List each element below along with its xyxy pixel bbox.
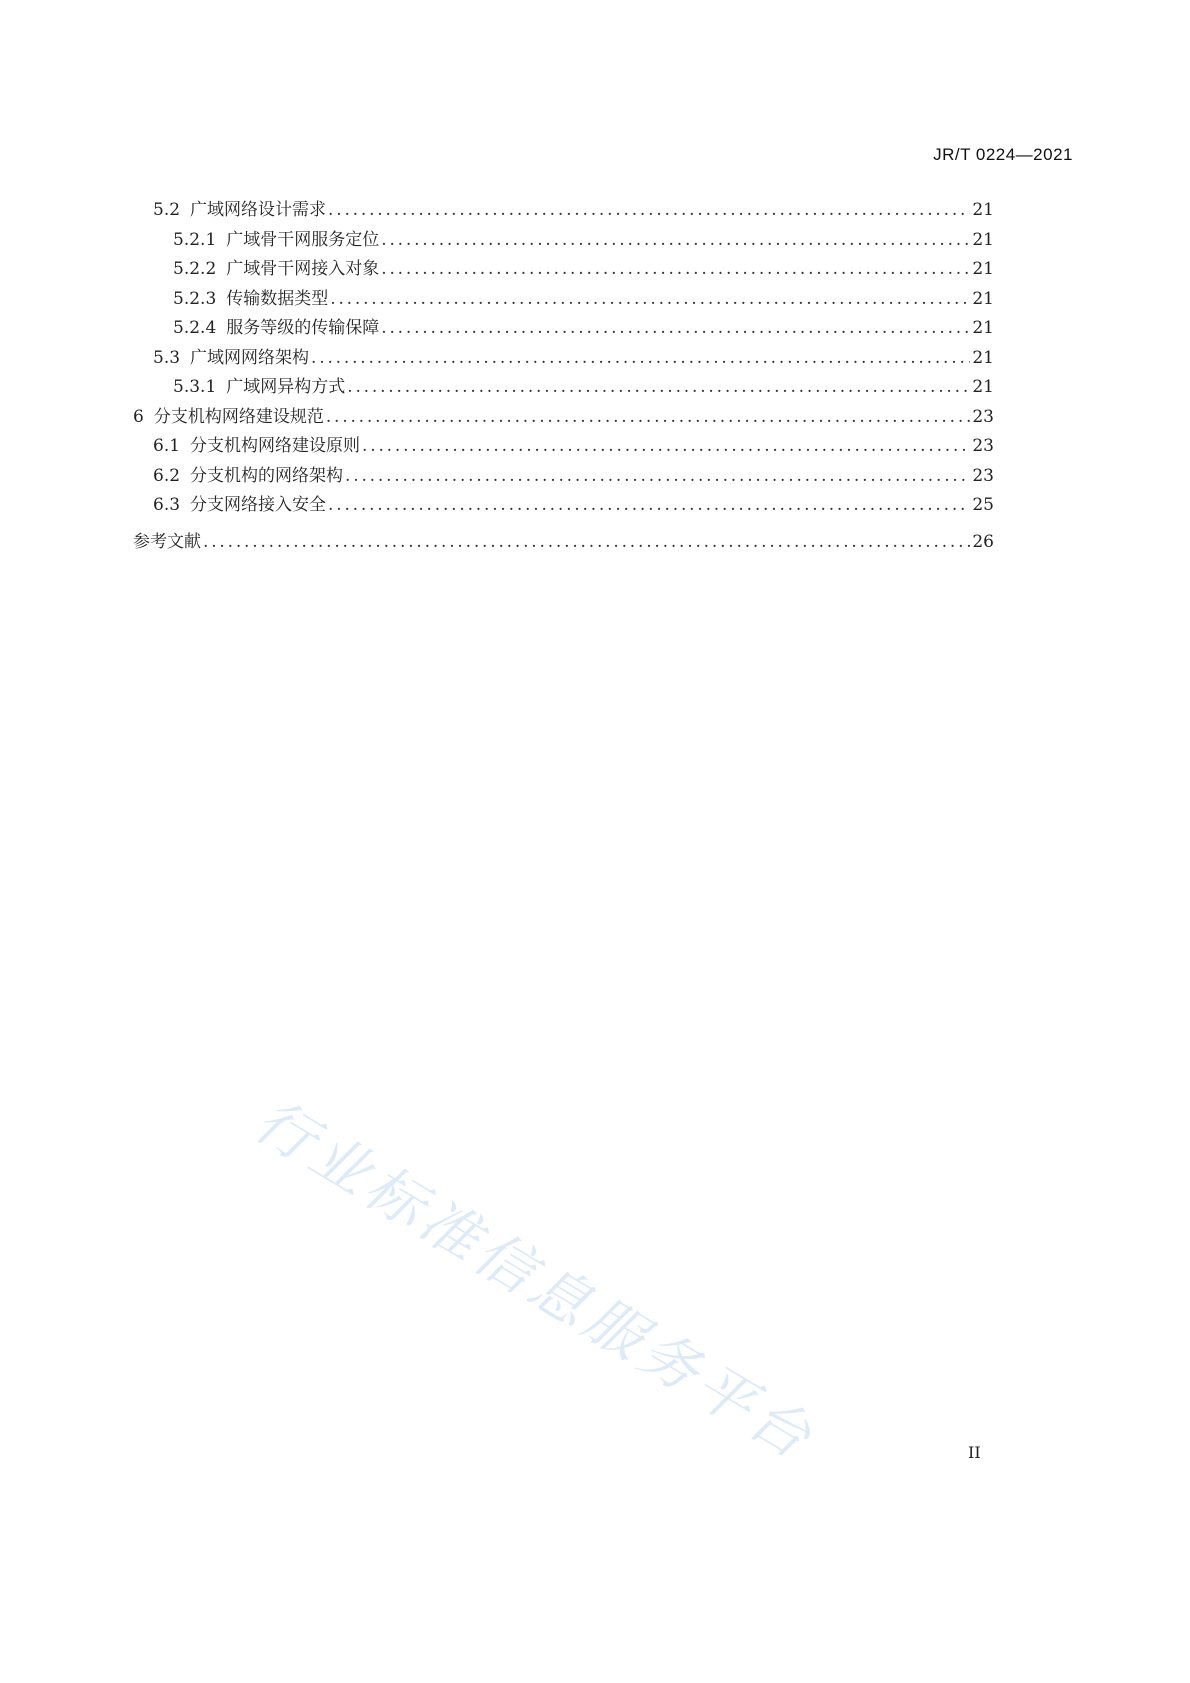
toc-entry-number: 5.2 xyxy=(153,200,181,220)
toc-entry-number: 5.2.3 xyxy=(173,288,217,309)
watermark-text: 行业标准信息服务平台 xyxy=(243,1086,827,1475)
toc-entry-page: 26 xyxy=(972,531,994,552)
toc-entry-page: 21 xyxy=(972,377,994,397)
toc-entry-title: 服务等级的传输保障 xyxy=(226,318,380,338)
toc-dot-leader xyxy=(330,285,970,315)
toc-entry-number: 5.3 xyxy=(153,347,181,368)
toc-entry-6-2[interactable] xyxy=(133,462,994,492)
toc-entry-number: 5.2.2 xyxy=(173,259,217,279)
toc-entry-page: 21 xyxy=(972,288,994,309)
toc-entry-number: 6 xyxy=(133,406,144,427)
toc-entry-5-2-3[interactable] xyxy=(133,285,994,315)
toc-entry-page: 21 xyxy=(972,229,994,250)
toc-dot-leader xyxy=(381,255,970,285)
toc-entry-title: 分支机构网络建设原则 xyxy=(190,436,361,456)
toc-entry-references[interactable] xyxy=(133,528,994,558)
table-of-contents xyxy=(133,196,994,557)
toc-entry-title: 广域网网络架构 xyxy=(190,347,310,368)
toc-entry-number: 6.1 xyxy=(153,436,181,456)
toc-entry-page: 21 xyxy=(972,200,994,220)
toc-entry-5-3-1[interactable] xyxy=(133,373,994,403)
toc-entry-number: 5.3.1 xyxy=(173,377,217,397)
toc-entry-5-3[interactable] xyxy=(133,344,994,374)
toc-entry-page: 23 xyxy=(972,465,994,486)
toc-dot-leader xyxy=(326,403,971,433)
toc-entry-title: 广域骨干网接入对象 xyxy=(226,259,380,279)
toc-entry-title: 广域网络设计需求 xyxy=(190,200,327,220)
toc-entry-page: 21 xyxy=(972,259,994,279)
toc-entry-5-2[interactable] xyxy=(133,196,994,226)
toc-entry-6-1[interactable] xyxy=(133,432,994,462)
toc-entry-title: 传输数据类型 xyxy=(226,288,329,309)
toc-entry-page: 23 xyxy=(972,436,994,456)
toc-entry-number: 6.3 xyxy=(153,495,181,515)
toc-entry-page: 25 xyxy=(972,495,994,515)
toc-entry-6-3[interactable] xyxy=(133,491,994,521)
toc-entry-title: 分支机构的网络架构 xyxy=(190,465,344,486)
toc-dot-leader xyxy=(381,314,970,344)
toc-entry-number: 5.2.1 xyxy=(173,229,217,250)
toc-dot-leader xyxy=(203,528,970,558)
toc-entry-title: 参考文献 xyxy=(133,531,201,552)
toc-dot-leader xyxy=(362,432,970,462)
toc-dot-leader xyxy=(311,344,970,374)
toc-dot-leader xyxy=(381,226,970,256)
toc-entry-title: 分支网络接入安全 xyxy=(190,495,327,515)
toc-entry-5-2-1[interactable] xyxy=(133,226,994,256)
toc-entry-5-2-2[interactable] xyxy=(133,255,994,285)
toc-entry-title: 广域骨干网服务定位 xyxy=(226,229,380,250)
page-number: II xyxy=(968,1443,981,1462)
toc-entry-title: 分支机构网络建设规范 xyxy=(153,406,324,427)
document-id: JR/T 0224—2021 xyxy=(933,145,1073,164)
toc-entry-5-2-4[interactable] xyxy=(133,314,994,344)
toc-entry-page: 21 xyxy=(972,318,994,338)
toc-entry-title: 广域网异构方式 xyxy=(226,377,346,397)
toc-entry-6[interactable] xyxy=(133,403,994,433)
toc-entry-page: 23 xyxy=(972,406,994,427)
toc-entry-page: 21 xyxy=(972,347,994,368)
toc-dot-leader xyxy=(345,462,970,492)
toc-entry-number: 5.2.4 xyxy=(173,318,217,338)
toc-dot-leader xyxy=(328,491,970,521)
toc-entry-number: 6.2 xyxy=(153,465,181,486)
toc-dot-leader xyxy=(328,196,970,226)
toc-dot-leader xyxy=(347,373,970,403)
